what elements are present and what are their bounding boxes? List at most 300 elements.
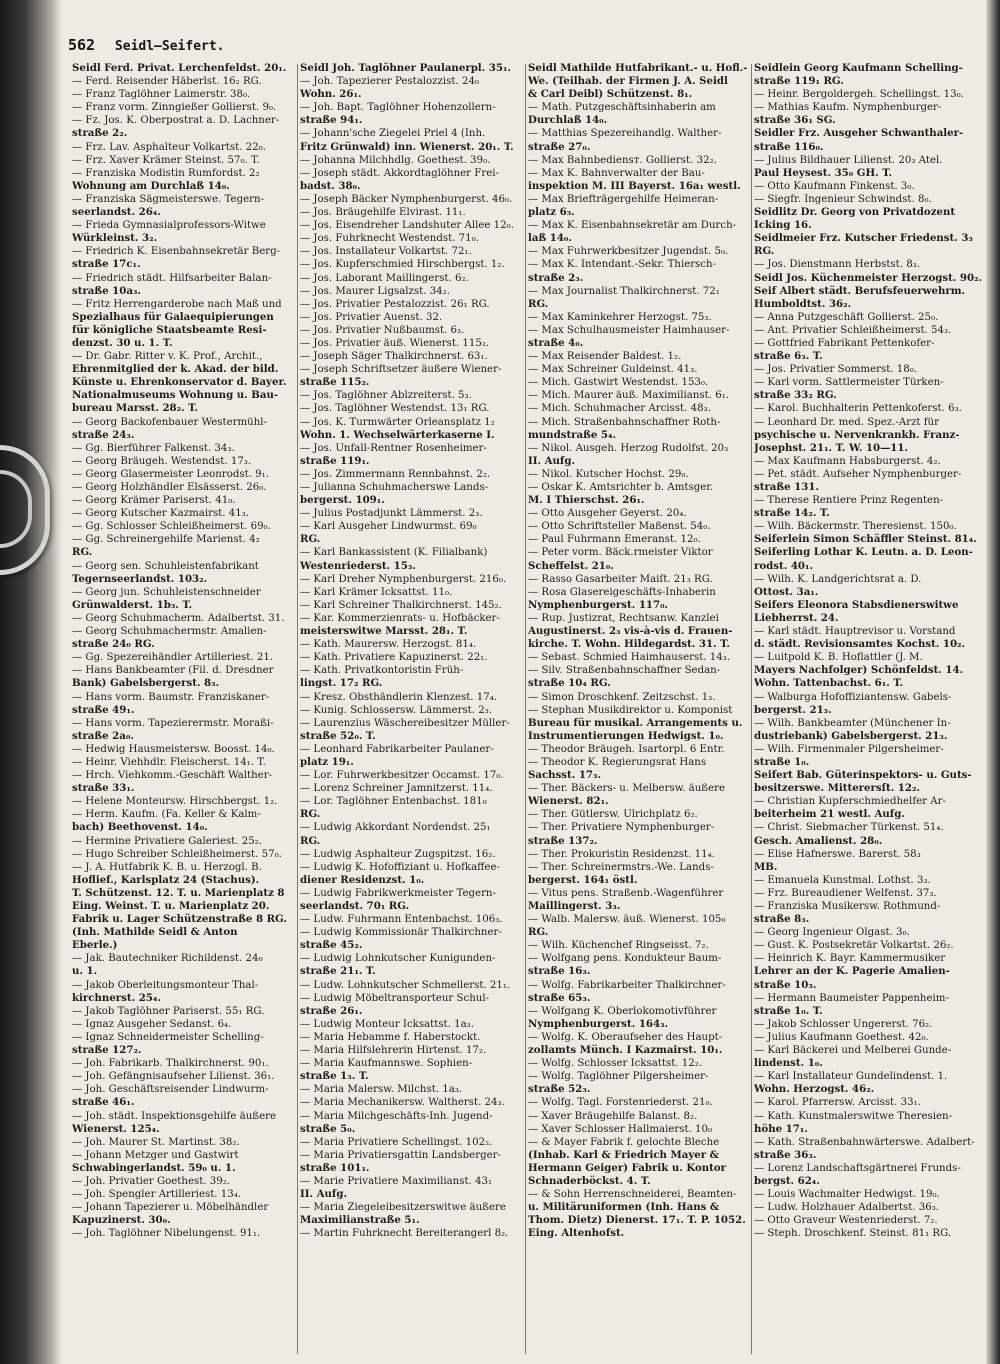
directory-entry-line: straße 8₃. [754, 913, 810, 926]
directory-entry-line: — Hrch. Viehkomm.-Geschäft Walther- [72, 770, 273, 782]
directory-entry-line: — Peter vorm. Bäck.rmeister Viktor [528, 547, 713, 559]
directory-entry-line: — Max Kaufmann Habsburgerst. 4₂. [754, 455, 941, 467]
directory-entry-line: — Martin Fuhrknecht Bereiterangerl 8₂. [300, 1228, 509, 1240]
directory-entry-line: — Joh. Tapezierer Pestalozzist. 24₀ [300, 76, 480, 88]
directory-entry-line: — Ant. Privatier Schleißheimerst. 54₃. [754, 324, 952, 336]
directory-entry-line: — Lorenz Landschaftsgärtnerei Frunds- [754, 1162, 961, 1174]
directory-entry-line: — & Mayer Fabrik f. gelochte Bleche [528, 1136, 720, 1148]
directory-entry-line: T. Schützenst. 12. T. u. Marienplatz 8 [72, 886, 285, 899]
directory-entry-line: RG. [300, 533, 321, 546]
directory-entry-line: — Kath. Straßenbahnwärterswe. Adalbert- [754, 1136, 975, 1148]
directory-entry-line: — Max Schreiner Guldeinst. 41₃. [528, 364, 698, 376]
directory-entry-line: straße 6₃. T. [754, 350, 823, 363]
directory-entry-line: bach) Beethovenst. 14₀. [72, 821, 208, 834]
directory-entry-line: — Ludwig Möbeltransporteur Schul- [300, 992, 490, 1004]
book-gutter [0, 0, 62, 1364]
directory-entry-line: straße 119₁ RG. [754, 75, 844, 88]
directory-entry-line: — Otto Schriftsteller Maßenst. 54₀. [528, 521, 711, 533]
directory-entry-line: — Julius Kaufmann Goethest. 42₀. [754, 1031, 929, 1043]
directory-entry-line: Westenriederst. 15₃. [300, 559, 416, 572]
directory-entry-line: Wohn. 1. Wechselwärterkaserne I. [300, 428, 495, 441]
directory-entry-line: rodst. 40₁. [754, 559, 814, 572]
directory-entry-line: — Georg sen. Schuhleistenfabrikant [72, 560, 259, 572]
directory-entry-line: — Joseph Bäcker Nymphenburgerst. 46₀. [300, 193, 513, 205]
directory-entry-line: — Hans Bankbeamter (Fil. d. Dresdner [72, 665, 274, 677]
directory-entry-line: — Ignaz Schneidermeister Schelling- [72, 1031, 264, 1043]
directory-entry-line: — Hans vorm. Tapezierermstr. Moraßi- [72, 717, 274, 729]
directory-entry-line: straße 16₃. [528, 965, 591, 978]
directory-entry-line: — Karl Krämer Icksattst. 11₀. [300, 586, 453, 598]
directory-entry-line: — Ther. Privatiere Nymphenburger- [528, 822, 715, 834]
directory-entry-line: — Leonhard Fabrikarbeiter Paulaner- [300, 743, 494, 755]
directory-entry-line: — Joh. Fabrikarb. Thalkirchnerst. 90₁. [72, 1058, 269, 1070]
directory-entry-line: Lehrer an der K. Pagerie Amalien- [754, 965, 950, 978]
directory-entry-line: Nymphenburgerst. 117₀. [528, 598, 669, 611]
directory-entry-line: — Otto Ausgeher Geyerst. 20₄. [528, 508, 687, 520]
directory-entry-line: — Gg. Schlosser Schleißheimerst. 69₀. [72, 521, 271, 533]
directory-entry-line: — Wilh. Bankbeamter (Münchener In- [754, 717, 951, 729]
directory-entry-line: — Steph. Droschkenf. Steinst. 81₁ RG. [754, 1228, 952, 1240]
directory-entry-line: — Georg Holzhändler Elsässerst. 26₀. [72, 482, 267, 493]
directory-entry-line: straße 101₁. [300, 1161, 370, 1174]
directory-entry-line: — Heinr. Bergoldergeh. Schellingst. 13₀. [754, 89, 964, 101]
directory-entry-line: — Siegfr. Ingenieur Schwindst. 8₀. [754, 193, 932, 205]
directory-entry-line: Wohn. Tattenbachst. 6₁. T. [754, 677, 904, 690]
directory-entry-line: — Mich. Straßenbahnschaffner Roth- [528, 416, 721, 428]
directory-entry-line: — Johann Metzger und Gastwirt [72, 1149, 239, 1161]
directory-entry-line: — Mich. Schuhmacher Arcisst. 48₃. [528, 403, 711, 415]
directory-entry-line: — Kath. Kunstmalerswitwe Theresien- [754, 1110, 953, 1122]
directory-entry-line: We. (Teilhab. der Firmen J. A. Seidl [528, 75, 728, 88]
directory-entry-line: — Kar. Kommerzienrats- u. Hofbäcker- [300, 612, 500, 624]
directory-entry-line: straße 137₂. [528, 834, 598, 847]
directory-entry-line: bergerst. 109₁. [300, 494, 385, 507]
directory-entry-line: — Louis Wachmalter Hedwigst. 19₀. [754, 1189, 940, 1201]
directory-entry-line: — Otto Graveur Westenriederst. 7₂. [754, 1215, 938, 1227]
directory-entry-line: denzst. 30 u. 1. T. [72, 336, 173, 349]
directory-entry-line: Grünwalderst. 1b₃. T. [72, 598, 193, 611]
directory-entry-line: — Lor. Taglöhner Entenbachst. 181₀ [300, 796, 487, 808]
directory-entry-line: — Dr. Gabr. Ritter v. K. Prof., Archit., [72, 351, 263, 363]
directory-entry-line: Durchlaß 14₀. [528, 114, 608, 127]
directory-entry-line: — Georg Krämer Pariserst. 41₀. [72, 495, 236, 507]
running-head: Seidl—Seifert. [114, 39, 225, 54]
directory-entry-line: Bureau für musikal. Arrangements u. [528, 716, 743, 729]
directory-entry-line: — Franziska Sägmeisterswe. Tegern- [72, 193, 264, 205]
directory-entry-line: straße 21₁. T. [300, 965, 376, 978]
directory-entry-line: straße 2₃. [528, 271, 584, 284]
directory-entry-line: — Georg Backofenbauer Westermühl- [72, 416, 267, 428]
directory-entry-line: RG. [300, 834, 321, 847]
directory-entry-line: straße 14₂. T. [754, 507, 830, 520]
directory-entry-line: Bank) Gabelsbergerst. 8₃. [72, 677, 220, 690]
directory-entry-line: straße 94₁. [300, 114, 363, 127]
directory-entry-line: zollamts Münch. I Kazmairst. 10₁. [528, 1044, 723, 1057]
directory-entry-line: — Christian Kupferschmiedhelfer Ar- [754, 796, 946, 808]
directory-entry-line: Ottost. 3a₁. [754, 585, 819, 598]
directory-entry-line: — Johanna Milchhdlg. Goethest. 39₀. [300, 154, 491, 166]
directory-entry-line: — Joseph Säger Thalkirchnerst. 63₁. [300, 351, 488, 363]
directory-entry-line: — Max K. Bahnverwalter der Bau- [528, 167, 705, 179]
directory-entry-line: — Friedrich K. Eisenbahnsekretär Berg- [72, 246, 281, 258]
directory-entry-line: — Johann Tapezierer u. Möbelhändler [72, 1202, 269, 1214]
directory-entry-line: — Karl Schreiner Thalkirchnerst. 145₂. [300, 599, 502, 611]
directory-entry-line: — Lorenz Schreiner Jamnitzerst. 11₄. [300, 783, 493, 795]
directory-entry-line: — Georg Glasermeister Leonrodst. 9₁. [72, 468, 269, 480]
directory-entry-line: RG. [300, 808, 321, 821]
page-number: 562 [68, 36, 96, 54]
directory-entry-line: RG. [528, 297, 549, 310]
directory-entry-line: — Georg jun. Schuhleistenschneider [72, 586, 261, 598]
directory-entry-line: — Frz. Bureaudiener Welfenst. 37₃. [754, 887, 937, 899]
directory-entry-line: — Wilh. Firmenmaler Pilgersheimer- [754, 743, 944, 755]
directory-entry-line: — Kath. Privatkontoristin Früh- [300, 665, 464, 677]
page-header [68, 36, 225, 56]
directory-entry-line: straße 46₁. [72, 1096, 135, 1109]
directory-entry-line: — Ludwig K. Hofoffiziant u. Hofkaffee- [300, 861, 500, 873]
directory-entry-line: — Joh. Gefängnisaufseher Lilienst. 36₁. [72, 1071, 275, 1083]
directory-entry-line: Maximilianstraße 5₁. [300, 1214, 420, 1227]
directory-entry-line: Eing. Weinst. T. u. Marienplatz 20. [72, 900, 270, 912]
directory-entry-line: kirche. T. Wohn. Hildegardst. 31. T. [528, 638, 730, 651]
directory-entry-line: M. I Thierschst. 26₁. [528, 494, 645, 507]
directory-entry-line: — Silv. Straßenbahnschaffner Sedan- [528, 665, 721, 677]
directory-entry-line: straße 45₂. [300, 939, 363, 952]
directory-entry-line: straße 1₀. [754, 755, 810, 768]
directory-entry-line: straße 24₃. [72, 428, 135, 441]
directory-entry-line: Nymphenburgerst. 164₃. [528, 1017, 669, 1030]
directory-entry-line: — Maria Mechanikersw. Waltherst. 24₃. [300, 1097, 505, 1109]
directory-entry-line: — Gottfried Fabrikant Pettenkofer- [754, 337, 935, 349]
directory-entry-line: — Jos. Maurer Ligsalzst. 34₂. [300, 285, 450, 297]
directory-entry-line: MB. [754, 860, 778, 873]
directory-entry-line: Nationalmuseums Wohnung u. Bau- [72, 389, 279, 402]
directory-entry-line: — Hermine Privatiere Galeriest. 25₂. [72, 835, 263, 847]
directory-entry-line: straße 17c₁. [72, 258, 141, 271]
directory-entry-line: — Nikol. Ausgeh. Herzog Rudolfst. 20₃ [528, 442, 729, 454]
directory-entry-line: — Joh. Geschäftsreisender Lindwurm- [72, 1084, 269, 1096]
directory-entry-line: — J. A. Hutfabrik K. B. u. Herzogl. B. [72, 861, 262, 873]
directory-entry-line: — Hans vorm. Baumstr. Franziskaner- [72, 691, 270, 703]
directory-entry-line: — Sebast. Schmied Haimhauserst. 14₃. [528, 652, 731, 664]
directory-entry-line: Seidl Mathilde Hutfabrikant.- u. Hofl.- [528, 62, 748, 74]
directory-entry-line: — Kresz. Obsthändlerin Klenzest. 17₄. [300, 691, 498, 703]
directory-entry-line: Mayers Nachfolger) Schönfeldst. 14. [754, 664, 964, 677]
directory-entry-line: — Max Schulhausmeister Haimhauser- [528, 324, 730, 336]
directory-entry-line: straße 49₁. [72, 703, 135, 716]
directory-entry-line: straße 33₂ RG. [754, 389, 837, 402]
directory-entry-line: — Jos. Zimmermann Rennbahnst. 2₂. [300, 468, 491, 480]
directory-entry-line: — Max Reisender Baldest. 1₂. [528, 351, 682, 363]
directory-entry-line: — Oskar K. Amtsrichter b. Amtsger. [528, 482, 714, 493]
directory-entry-line: — Emanuela Kunstmal. Lothst. 3₃. [754, 874, 931, 886]
directory-entry-line: mundstraße 5₄. [528, 428, 616, 441]
directory-entry-line: — Joh. Taglöhner Nibelungenst. 91₁. [72, 1228, 261, 1240]
directory-entry-line: seerlandst. 26₄. [72, 206, 161, 219]
directory-entry-line: besitzerswe. Mitterersſt. 12₂. [754, 782, 920, 795]
directory-entry-line: Paul Heysest. 35₀ GH. T. [754, 166, 893, 179]
directory-entry-line: — Georg Bräugeh. Westendst. 17₃. [72, 455, 252, 467]
directory-entry-line: — Matthias Spezereihandlg. Walther- [528, 128, 722, 140]
directory-entry-line: straße 10₄ RG. [528, 677, 611, 690]
directory-entry-line: — Max Fuhrwerkbesitzer Jugendst. 5₀. [528, 246, 729, 258]
directory-entry-line: — Franz vorm. Zinngießer Gollierst. 9₀. [72, 102, 277, 114]
directory-entry-line: Würkleinst. 3₂. [72, 232, 158, 245]
directory-entry-line: Tegernseerlandst. 103₂. [72, 572, 208, 585]
directory-entry-line: u. Militäruniformen (Inh. Hans & [528, 1201, 720, 1214]
directory-entry-line: — Paul Fuhrmann Emeranst. 12₀. [528, 534, 701, 546]
directory-entry-line: — Jos. K. Turmwärter Orleansplatz 1₂ [300, 416, 495, 428]
directory-entry-line: — Max K. Intendant.-Sekr. Thiersch- [528, 259, 717, 271]
directory-entry-line: — Rasso Gasarbeiter Maiſt. 21₃ RG. [528, 573, 713, 585]
directory-entry-line: — Jos. Laborant Maillingerst. 6₂. [300, 272, 469, 284]
directory-entry-line: — Maria Milchgeschäfts-Inh. Jugend- [300, 1110, 493, 1122]
directory-entry-line: — Luitpold K. B. Hoflattler (J. M. [754, 652, 923, 664]
directory-entry-line: — Georg Ingenieur Olgast. 3₀. [754, 927, 910, 939]
directory-entry-line: kirchnerst. 25₄. [72, 991, 161, 1004]
directory-entry-line: bureau Marsst. 28₂. T. [72, 402, 198, 415]
directory-entry-line: bergerst. 21₃. [754, 703, 832, 716]
directory-entry-line: Eberle.) [72, 939, 118, 952]
directory-entry-line: — Wilh. Küchenchef Ringseisst. 7₂. [528, 940, 709, 952]
directory-entry-line: — Joseph städt. Akkordtaglöhner Frei- [300, 167, 499, 179]
directory-entry-line: — Jos. Taglöhner Ablzreiterst. 5₃. [300, 390, 472, 402]
directory-entry-line: — Maria Hebamme f. Haberstockt. [300, 1031, 481, 1043]
entries-column-4 [754, 62, 986, 1362]
directory-entry-line: platz 19₁. [300, 755, 354, 768]
directory-entry-line: Seif Albert städt. Berufsfeuerwehrm. [754, 284, 966, 297]
directory-entry-line: — Wolfgang pens. Kondukteur Baum- [528, 953, 722, 965]
directory-entry-line: Seifert Bab. Güterinspektors- u. Guts- [754, 769, 972, 782]
directory-entry-line: — Jos. Unfall-Rentner Rosenheimer- [300, 442, 487, 454]
directory-entry-line: — Maria Hilfslehrerin Hirtenst. 17₂. [300, 1045, 487, 1057]
directory-entry-line: — Julianna Schuhmacherswe Lands- [300, 482, 489, 493]
directory-entry-line: — Ther. Schreinermstrs.-We. Lands- [528, 861, 714, 873]
directory-entry-line: Wohn. Herzogst. 46₂. [754, 1083, 875, 1096]
directory-entry-line: — Ignaz Ausgeher Sedanst. 6₄. [72, 1018, 232, 1030]
directory-entry-line: — Gg. Bierführer Falkenst. 34₃. [72, 442, 235, 454]
directory-entry-line: laß 14₀. [528, 232, 572, 245]
directory-entry-line: Seiferling Lothar K. Leutn. a. D. Leon- [754, 546, 973, 559]
directory-entry-line: — Ludw. Lohnkutscher Schmellerst. 21₁. [300, 979, 511, 991]
directory-entry-line: Liebherrst. 24. [754, 611, 839, 624]
directory-entry-line: platz 6₃. [528, 206, 575, 219]
directory-entry-line: Kapuzinerst. 30₀. [72, 1214, 171, 1227]
directory-entry-line: lingst. 17₂ RG. [300, 677, 383, 690]
directory-entry-line: — Wolfg. Taglöhner Pilgersheimer- [528, 1071, 709, 1083]
directory-entry-line: dustriebank) Gabelsbergerst. 21₃. [754, 729, 948, 742]
directory-entry-line: Seidlein Georg Kaufmann Schelling- [754, 62, 963, 74]
directory-entry-line: — Karl Bankassistent (K. Filialbank) [300, 547, 488, 559]
directory-entry-line: straße 65₃. [528, 991, 591, 1004]
directory-entry-line: Maillingerst. 3₃. [528, 900, 621, 912]
directory-entry-line: Wienerst. 125₄. [72, 1122, 160, 1135]
directory-entry-line: Ehrenmitglied der k. Akad. der bild. [72, 363, 279, 376]
directory-entry-line: diener Residenzst. 1₀. [300, 873, 425, 886]
directory-entry-line: — Jos. Privatier Pestalozzist. 26₁ RG. [300, 298, 490, 310]
directory-entry-line: — Karl Bäckerei und Melberei Gunde- [754, 1045, 952, 1057]
directory-entry-line: Augustinerst. 2₃ vis-à-vis d. Frauen- [528, 625, 733, 638]
directory-entry-line: — Ferd. Reisender Häberlst. 16₂ RG. [72, 76, 262, 88]
entries-column-2 [300, 62, 522, 1362]
directory-entry-line: Eing. Altenhofst. [528, 1227, 625, 1240]
directory-entry-line: — Karl städt. Hauptrevisor u. Vorstand [754, 626, 956, 638]
directory-entry-line: (Inh. Mathilde Seidl & Anton [72, 926, 238, 939]
directory-entry-line: — Stephan Musikdirektor u. Komponist [528, 704, 733, 716]
directory-entry-line: straße 36₃. [754, 1148, 817, 1161]
directory-entry-line: RG. [72, 546, 93, 559]
directory-entry-line: — Joh. Spengler Artilleriest. 13₄. [72, 1189, 242, 1201]
directory-entry-line: — Math. Putzgeschäftsinhaberin am [528, 102, 716, 114]
directory-entry-line: — Jos. Dienstmann Herbstst. 8₃. [754, 259, 921, 271]
directory-entry-line: — Georg Schuhmachermstr. Amalien- [72, 626, 267, 638]
directory-entry-line: — Walburga Hofoffiziantensw. Gabels- [754, 691, 952, 703]
directory-entry-line: — Franziska Modistin Rumfordst. 2₂ [72, 167, 260, 179]
directory-entry-line: — Frz. Lav. Asphalteur Volkartst. 22₀. [72, 141, 266, 153]
directory-entry-line: — Ludwig Kommissionär Thalkirchner- [300, 927, 502, 939]
directory-entry-line: — Hugo Schreiber Schleißheimerst. 57₀. [72, 848, 282, 860]
directory-entry-line: Seidl Ferd. Privat. Lerchenfeldst. 20₁. [72, 62, 287, 74]
directory-entry-line: meisterswitwe Marsst. 28₁. T. [300, 625, 468, 638]
directory-entry-line: Wohnung am Durchlaß 14₀. [72, 179, 230, 192]
entries-column-1 [72, 62, 294, 1362]
directory-entry-line: — Elise Hafnerswe. Barerst. 58₃ [754, 848, 921, 860]
directory-entry-line: straße 52₃. [528, 1083, 591, 1096]
directory-entry-line: Schnaderböckst. 4. T. [528, 1174, 651, 1187]
directory-entry-line: — Karl Dreher Nymphenburgerst. 216₀. [300, 573, 507, 585]
directory-entry-line: — Jos. Privatier Nußbaumst. 6₃. [300, 324, 465, 336]
directory-entry-line: — Wilh. Bäckermstr. Theresienst. 150₀. [754, 521, 957, 533]
directory-entry-line: — Karl vorm. Sattlermeister Türken- [754, 377, 944, 389]
column-rule [297, 64, 298, 1354]
directory-entry-line: — Georg Schuhmacherm. Adalbertst. 31. [72, 612, 285, 624]
directory-entry-line: — Anna Putzgeschäft Gollierst. 25₀. [754, 311, 939, 323]
directory-entry-line: — Theodor K. Regierungsrat Hans [528, 756, 707, 768]
directory-entry-line: — Max K. Eisenbahnsekretär am Durch- [528, 220, 737, 232]
directory-entry-line: psychische u. Nervenkrankh. Franz- [754, 428, 960, 441]
directory-entry-line: — Ludw. Fuhrmann Entenbachst. 106₃. [300, 914, 503, 926]
directory-entry-line: — Jos. Privatier Sommerst. 18₀. [754, 364, 918, 376]
directory-entry-line: Icking 16. [754, 219, 812, 232]
directory-entry-line: — Walb. Malersw. äuß. Wienerst. 105₀ [528, 914, 726, 926]
page-edge [986, 0, 1000, 1364]
directory-entry-line: — Ther. Gütlersw. Ulrichplatz 6₂. [528, 809, 698, 821]
directory-entry-line: badst. 38₀. [300, 179, 361, 192]
directory-entry-line: — Maria Kaufmannswe. Sophien- [300, 1058, 473, 1070]
directory-entry-line: Gesch. Amalienst. 28₀. [754, 834, 883, 847]
directory-entry-line: straße 36₁ SG. [754, 114, 836, 127]
directory-entry-line: RG. [754, 245, 775, 258]
directory-entry-line: Seiferlein Simon Schäffler Steinst. 81₄. [754, 533, 977, 546]
directory-entry-line: — Frz. Xaver Krämer Steinst. 57₀. T. [72, 154, 260, 166]
entries-column-3 [528, 62, 750, 1362]
directory-entry-line: d. städt. Revisionsamtes Kochst. 10₂. [754, 638, 966, 651]
directory-entry-line: — Otto Kaufmann Finkenst. 3₀. [754, 180, 915, 192]
directory-entry-line: — Julius Postadjunkt Lämmerst. 2₃. [300, 508, 483, 520]
directory-entry-line: Fabrik u. Lager Schützenstraße 8 RG. [72, 913, 287, 926]
directory-entry-line: — Joseph Schriftsetzer äußere Wiener- [300, 364, 502, 376]
directory-entry-line: Seidlmeier Frz. Kutscher Friedenst. 3₃ [754, 232, 973, 245]
directory-entry-line: beiterheim 21 westl. Aufg. [754, 808, 905, 821]
directory-entry-line: — Maria Malersw. Milchst. 1a₃. [300, 1084, 463, 1096]
directory-entry-line: — Karol. Pfarrersw. Arcisst. 33₁. [754, 1097, 921, 1109]
directory-entry-line: — Karol. Buchhalterin Pettenkoferst. 6₃. [754, 403, 962, 415]
directory-entry-line: — Ludwig Asphalteur Zugspitzst. 16₂. [300, 848, 496, 860]
directory-entry-line: — Christ. Siebmacher Türkenst. 51₄. [754, 822, 944, 834]
directory-entry-line: Hermann Geiger) Fabrik u. Kontor [528, 1161, 727, 1174]
directory-entry-line: — Mich. Gastwirt Westendst. 153₀. [528, 377, 709, 389]
directory-entry-line: straße 52₀. T. [300, 729, 376, 742]
directory-entry-line: Sachsst. 17₃. [528, 769, 602, 782]
directory-entry-line: — Jos. Privatier äuß. Wienerst. 115₂. [300, 337, 490, 349]
directory-entry-line: — Joh. städt. Inspektionsgehilfe äußere [72, 1110, 277, 1122]
directory-entry-line: seerlandst. 70₁ RG. [300, 900, 410, 912]
directory-entry-line: — Max Bahnbediensт. Gollierst. 32₂. [528, 154, 717, 166]
directory-entry-line: — Ludw. Holzhauer Adalbertst. 36₃. [754, 1202, 940, 1214]
directory-entry-line: — Georg Kutscher Kazmairst. 41₃. [72, 508, 250, 520]
directory-entry-line: Künste u. Ehrenkonservator d. Bayer. [72, 376, 287, 389]
directory-entry-line: straße 26₁. [300, 1004, 363, 1017]
directory-entry-line: lindenst. 1₀. [754, 1057, 823, 1070]
directory-entry-line: (Inhab. Karl & Friedrich Mayer & [528, 1148, 719, 1161]
directory-entry-line: — Marie Privatiere Maximilianst. 43₁ [300, 1175, 493, 1187]
directory-entry-line: — Friedrich städt. Hilfsarbeiter Balan- [72, 272, 272, 284]
directory-entry-line: — Fz. Jos. K. Oberpostrat a. D. Lachner- [72, 115, 280, 127]
directory-entry-line: — Wolfg. Tagl. Forstenriederst. 21₀. [528, 1097, 713, 1109]
directory-entry-line: — Maria Ziegeleibesitzerswitwe äußere [300, 1202, 506, 1214]
directory-entry-line: u. 1. [72, 965, 98, 978]
directory-entry-line: höhe 17₁. [754, 1122, 808, 1135]
directory-entry-line: — Fritz Herrengarderobe nach Maß und [72, 298, 282, 310]
directory-entry-line: — Xaver Schlosser Hallmaierst. 10₀ [528, 1123, 713, 1135]
directory-entry-line: — Max Journalist Thalkirchnerst. 72₁ [528, 285, 720, 297]
directory-entry-line: — Johann'sche Ziegelei Priel 4 (Inh. [300, 128, 486, 140]
directory-entry-line: — Kunig. Schlossersw. Lämmerst. 2₃. [300, 704, 493, 716]
directory-entry-line: — Ther. Bäckers- u. Melbersw. äußere [528, 783, 726, 795]
directory-entry-line: straße 1₀. T. [754, 1004, 823, 1017]
directory-entry-line: straße 10a₃. [72, 284, 141, 297]
directory-entry-line: Seidl Jos. Küchenmeister Herzogst. 90₂. [754, 271, 983, 284]
directory-entry-line: Thom. Dietz) Dienerst. 17₁. T. P. 1052. [528, 1214, 746, 1227]
directory-entry-line: — Therese Rentiere Prinz Regenten- [754, 495, 944, 507]
directory-entry-line: — Hermann Baumeister Pappenheim- [754, 992, 949, 1004]
directory-entry-line: — Wolfg. K. Oberaufseher des Haupt- [528, 1031, 723, 1043]
directory-entry-line: — Ludwig Akkordant Nordendst. 25₁ [300, 822, 491, 834]
directory-entry-line: Spezialhaus für Galaequipierungen [72, 310, 274, 323]
directory-entry-line: — Wilh. K. Landgerichtsrat a. D. [754, 573, 922, 585]
directory-entry-line: Schwabingerlandst. 59₀ u. 1. [72, 1161, 236, 1174]
directory-entry-line: — Maria Privatiere Schellingst. 102₂. [300, 1136, 493, 1148]
directory-entry-line: — Ther. Prokuristin Residenzst. 11₄. [528, 848, 715, 860]
directory-entry-line: straße 24₀ RG. [72, 638, 155, 651]
directory-entry-line: — Frieda Gymnasialprofessors-Witwe [72, 220, 266, 232]
directory-entry-line: — Jakob Oberleitungsmonteur Thal- [72, 979, 259, 991]
directory-entry-line: — Wolfg. Fabrikarbeiter Thalkirchner- [528, 979, 726, 991]
directory-entry-line: II. Aufg. [300, 1188, 347, 1201]
directory-entry-line: Hoflief., Karlsplatz 24 (Stachus). [72, 873, 260, 886]
directory-entry-line: — Vitus pens. Straßenb.-Wagenführer [528, 887, 724, 899]
directory-entry-line: — Karl Installateur Gundelindenst. 1. [754, 1071, 948, 1083]
directory-entry-line: straße 119₁. [300, 454, 370, 467]
directory-entry-line: — Rup. Justizrat, Rechtsanw. Kanzlei [528, 612, 719, 624]
directory-entry-line: — Jos. Installateur Volkartst. 72₁. [300, 246, 472, 258]
directory-entry-line: — Jos. Fuhrknecht Westendst. 71₀. [300, 233, 479, 245]
directory-entry-line: — Helene Monteursw. Hirschbergst. 1₂. [72, 796, 278, 808]
directory-entry-line: — Max Briefträgergehilfe Heimeran- [528, 193, 719, 205]
directory-entry-line: — Xaver Bräugehilfe Balanst. 8₂. [528, 1110, 698, 1122]
directory-entry-line: — Ludwig Fabrikwerkmeister Tegern- [300, 887, 496, 899]
directory-entry-line: — Lor. Fuhrwerkbesitzer Occamst. 17₀. [300, 770, 504, 782]
